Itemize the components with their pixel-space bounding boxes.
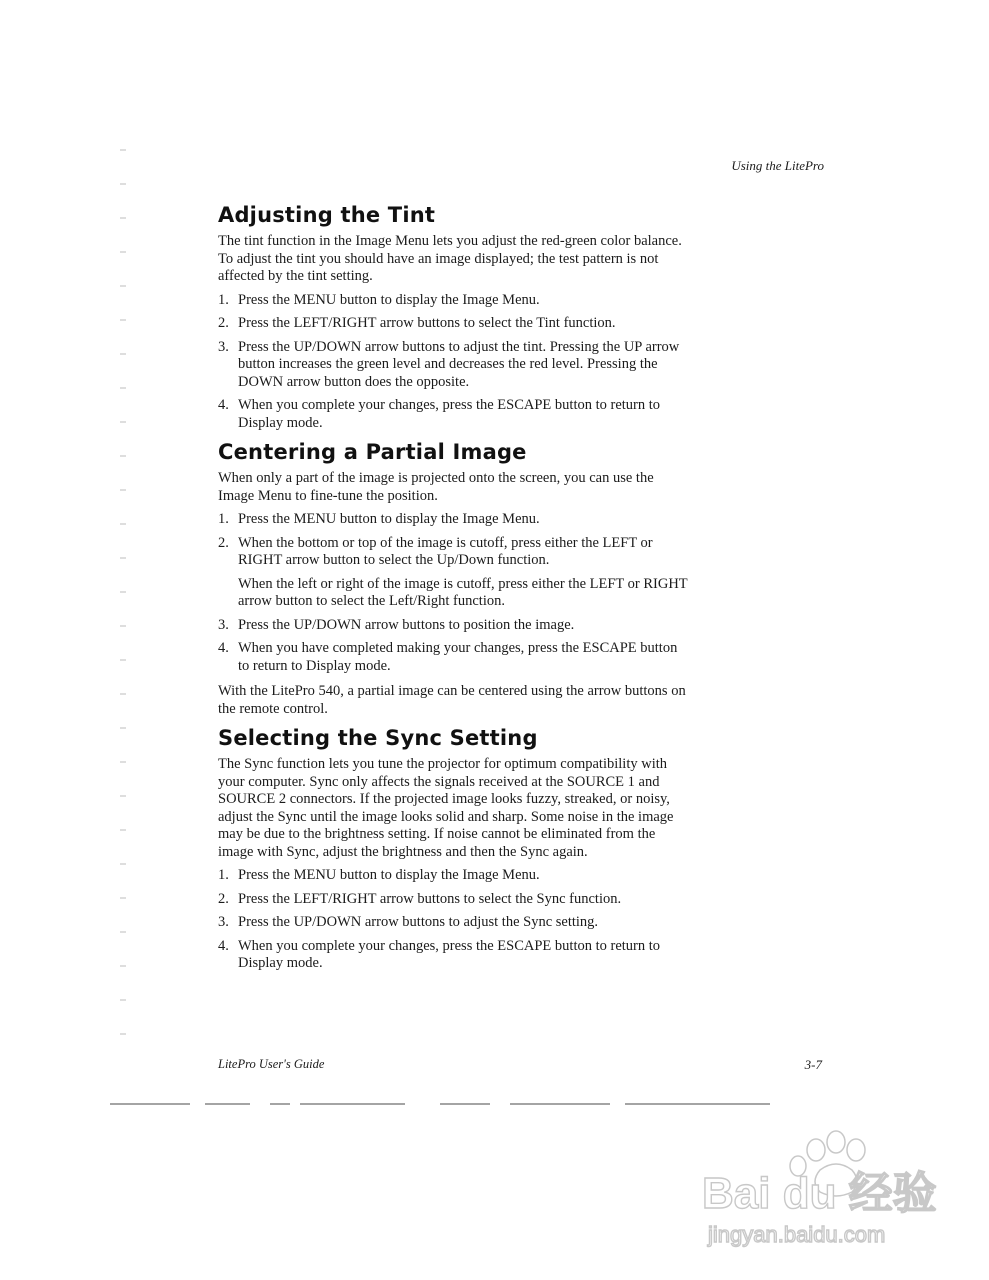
section-note: With the LitePro 540, a partial image can be centered using the arrow buttons on the remote control. bbox=[218, 683, 686, 717]
step-number: 3. bbox=[218, 914, 229, 930]
step-text: Press the UP/DOWN arrow buttons to adjust the tint. Pressing the UP arrow button increases the green level and decreases the red level. Pressing the DOWN arrow button does the opposite. bbox=[238, 338, 680, 390]
watermark-url: jingyan.baidu.com bbox=[708, 1222, 886, 1247]
section-intro: The Sync function lets you tune the projector for optimum compatibility with your computer. Sync only affects the signals received at the SOURCE 1 and SOURCE 2 connectors. If the projected image looks fuzzy, streaked, or noisy, adjust the Sync until the image looks solid and sharp. Some noise in the image may be due to the brightness setting. If noise cannot be eliminated from the image with Sync, adjust the brightness and then the Sync again. bbox=[218, 756, 674, 860]
step-item bbox=[218, 339, 690, 392]
step-item bbox=[218, 914, 690, 932]
step-number: 4. bbox=[218, 640, 229, 656]
step-list bbox=[218, 292, 690, 433]
step-text: When you have completed making your changes, press the ESCAPE button to return to Display mode. bbox=[238, 640, 678, 674]
step-item bbox=[218, 535, 690, 611]
section-adjusting-tint bbox=[218, 203, 690, 432]
step-item bbox=[218, 617, 690, 635]
section-heading: Centering a Partial Image bbox=[218, 440, 527, 464]
section-heading: Selecting the Sync Setting bbox=[218, 726, 538, 750]
step-number: 1. bbox=[218, 867, 229, 883]
step-item bbox=[218, 397, 690, 432]
step-number: 1. bbox=[218, 291, 229, 308]
step-text: Press the LEFT/RIGHT arrow buttons to select the Tint function. bbox=[238, 315, 616, 331]
footer-guide-title: LitePro User's Guide bbox=[218, 1057, 325, 1071]
step-number: 1. bbox=[218, 511, 229, 527]
page-content bbox=[218, 203, 690, 981]
step-text: Press the MENU button to display the Image Menu. bbox=[238, 867, 540, 883]
step-text: Press the LEFT/RIGHT arrow buttons to select the Sync function. bbox=[238, 890, 622, 907]
step-item bbox=[218, 315, 690, 333]
step-text: Press the UP/DOWN arrow buttons to position the image. bbox=[238, 616, 575, 633]
baidu-watermark bbox=[690, 1120, 950, 1250]
step-number: 4. bbox=[218, 397, 229, 413]
step-item bbox=[218, 511, 690, 529]
step-item bbox=[218, 867, 690, 885]
step-item bbox=[218, 938, 690, 973]
step-text: Press the UP/DOWN arrow buttons to adjust the Sync setting. bbox=[238, 914, 599, 930]
section-selecting-sync bbox=[218, 726, 690, 973]
step-number: 3. bbox=[218, 338, 229, 355]
step-text: When the bottom or top of the image is cutoff, press either the LEFT or RIGHT arrow button to select the Up/Down function. bbox=[238, 534, 653, 568]
step-text: Press the MENU button to display the Image Menu. bbox=[238, 511, 540, 527]
step-text: Press the MENU button to display the Image Menu. bbox=[238, 291, 540, 308]
step-list bbox=[218, 867, 690, 973]
step-item bbox=[218, 891, 690, 909]
section-intro: The tint function in the Image Menu lets you adjust the red-green color balance. To adjust the tint you should have an image displayed; the test pattern is not affected by the tint setting. bbox=[218, 233, 682, 284]
step-subparagraph: When the left or right of the image is cutoff, press either the LEFT or RIGHT arrow button to select the Left/Right function. bbox=[238, 575, 688, 609]
step-number: 2. bbox=[218, 890, 229, 907]
step-number: 4. bbox=[218, 937, 229, 954]
scan-margin-ticks bbox=[118, 140, 134, 1040]
watermark-brand: Bai du 经验 bbox=[702, 1169, 937, 1218]
step-number: 2. bbox=[218, 534, 229, 551]
step-text: When you complete your changes, press the ESCAPE button to return to Display mode. bbox=[238, 937, 661, 971]
footer-page-number: 3-7 bbox=[804, 1057, 822, 1072]
step-number: 3. bbox=[218, 616, 229, 633]
step-number: 2. bbox=[218, 315, 229, 331]
step-item bbox=[218, 292, 690, 310]
section-intro: When only a part of the image is projected onto the screen, you can use the Image Menu to fine-tune the position. bbox=[218, 470, 654, 504]
step-text: When you complete your changes, press the ESCAPE button to return to Display mode. bbox=[238, 397, 661, 431]
step-list bbox=[218, 511, 690, 675]
section-centering-partial-image bbox=[218, 440, 690, 718]
section-heading: Adjusting the Tint bbox=[218, 203, 436, 227]
running-header: Using the LitePro bbox=[731, 158, 824, 173]
scan-bottom-rule bbox=[110, 1100, 770, 1108]
step-item bbox=[218, 640, 690, 675]
